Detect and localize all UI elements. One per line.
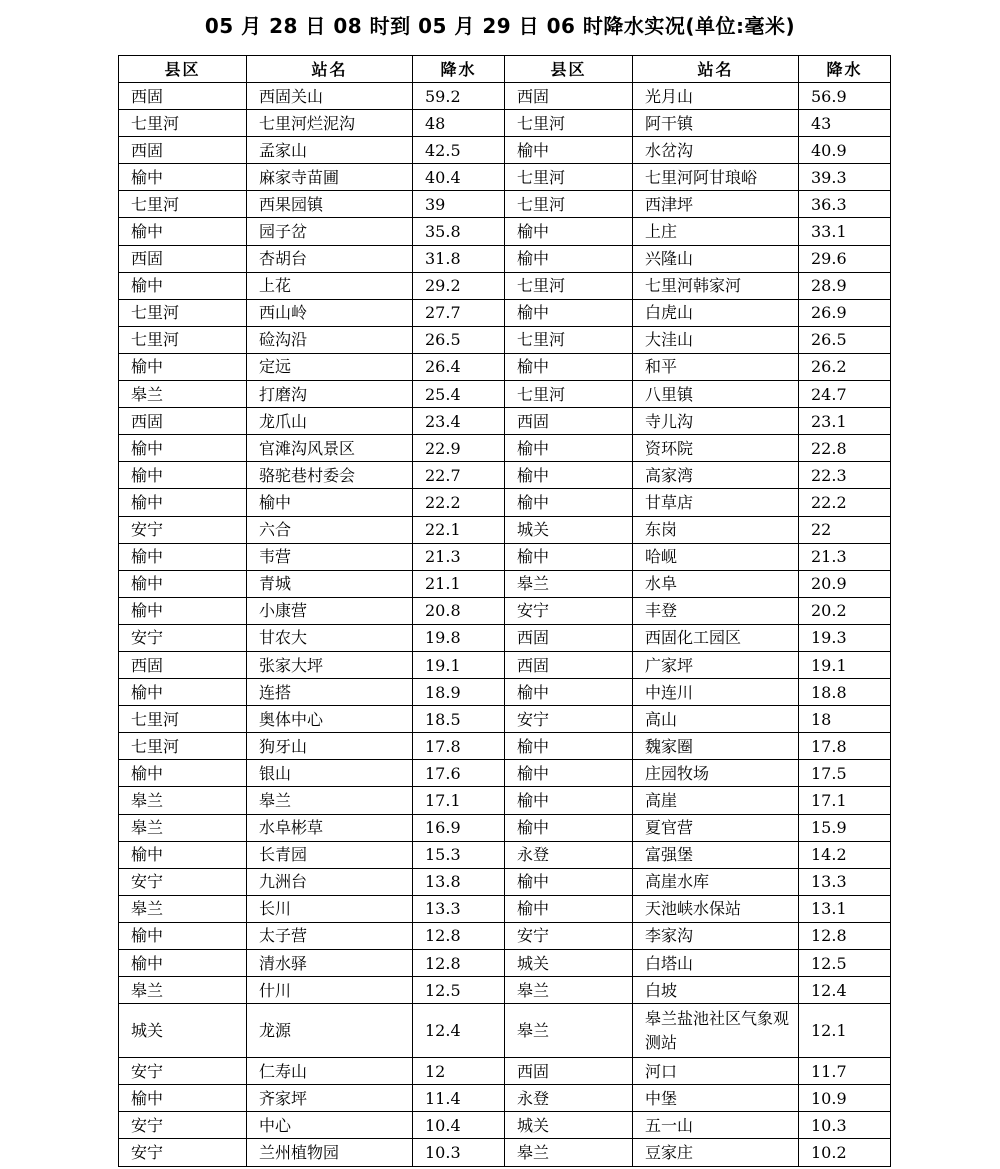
table-row xyxy=(119,922,891,949)
cell-station-2: 八里镇 xyxy=(633,381,799,408)
precipitation-table xyxy=(118,55,891,1167)
table-header-row xyxy=(119,56,891,83)
cell-county-1: 七里河 xyxy=(119,706,247,733)
cell-precip-2: 10.2 xyxy=(799,1139,891,1166)
cell-county-1: 安宁 xyxy=(119,868,247,895)
cell-precip-1: 18.5 xyxy=(413,706,505,733)
cell-county-1: 七里河 xyxy=(119,299,247,326)
cell-precip-1: 13.8 xyxy=(413,868,505,895)
cell-precip-1: 18.9 xyxy=(413,679,505,706)
cell-precip-1: 25.4 xyxy=(413,381,505,408)
cell-station-1: 水阜彬草 xyxy=(247,814,413,841)
table-row xyxy=(119,462,891,489)
cell-precip-1: 21.1 xyxy=(413,570,505,597)
cell-precip-2: 12.1 xyxy=(799,1004,891,1058)
cell-precip-2: 21.3 xyxy=(799,543,891,570)
table-row xyxy=(119,543,891,570)
cell-station-1: 西果园镇 xyxy=(247,191,413,218)
table-row xyxy=(119,110,891,137)
cell-precip-1: 12.5 xyxy=(413,977,505,1004)
table-row xyxy=(119,597,891,624)
table-row xyxy=(119,679,891,706)
cell-station-1: 齐家坪 xyxy=(247,1085,413,1112)
table-row xyxy=(119,787,891,814)
cell-county-1: 安宁 xyxy=(119,1058,247,1085)
cell-station-1: 中心 xyxy=(247,1112,413,1139)
cell-precip-2: 11.7 xyxy=(799,1058,891,1085)
cell-station-2: 水阜 xyxy=(633,570,799,597)
cell-county-2: 皋兰 xyxy=(505,570,633,597)
cell-precip-1: 42.5 xyxy=(413,137,505,164)
cell-precip-1: 19.8 xyxy=(413,624,505,651)
cell-precip-2: 13.3 xyxy=(799,868,891,895)
cell-station-2: 哈岘 xyxy=(633,543,799,570)
cell-county-2: 安宁 xyxy=(505,922,633,949)
cell-precip-1: 20.8 xyxy=(413,597,505,624)
cell-county-2: 西固 xyxy=(505,408,633,435)
cell-station-1: 清水驿 xyxy=(247,950,413,977)
cell-precip-2: 15.9 xyxy=(799,814,891,841)
cell-county-1: 榆中 xyxy=(119,570,247,597)
cell-station-2: 光月山 xyxy=(633,83,799,110)
cell-station-2: 中堡 xyxy=(633,1085,799,1112)
cell-county-1: 皋兰 xyxy=(119,895,247,922)
cell-precip-1: 22.9 xyxy=(413,435,505,462)
cell-station-2: 白虎山 xyxy=(633,299,799,326)
cell-precip-2: 56.9 xyxy=(799,83,891,110)
cell-county-1: 七里河 xyxy=(119,326,247,353)
cell-precip-2: 12.4 xyxy=(799,977,891,1004)
cell-station-1: 骆驼巷村委会 xyxy=(247,462,413,489)
cell-county-1: 榆中 xyxy=(119,679,247,706)
cell-station-2: 丰登 xyxy=(633,597,799,624)
cell-county-1: 安宁 xyxy=(119,1139,247,1166)
cell-precip-1: 26.5 xyxy=(413,326,505,353)
cell-county-2: 榆中 xyxy=(505,868,633,895)
cell-precip-1: 15.3 xyxy=(413,841,505,868)
cell-station-2: 高崖水库 xyxy=(633,868,799,895)
table-row xyxy=(119,435,891,462)
cell-station-2: 七里河阿甘琅峪 xyxy=(633,164,799,191)
cell-precip-2: 23.1 xyxy=(799,408,891,435)
page-title: 05 月 28 日 08 时到 05 月 29 日 06 时降水实况(单位:毫米) xyxy=(204,14,796,38)
cell-station-1: 九洲台 xyxy=(247,868,413,895)
cell-county-2: 七里河 xyxy=(505,326,633,353)
cell-station-1: 硷沟沿 xyxy=(247,326,413,353)
cell-station-1: 小康营 xyxy=(247,597,413,624)
table-row xyxy=(119,381,891,408)
cell-station-1: 六合 xyxy=(247,516,413,543)
table-row xyxy=(119,489,891,516)
cell-station-2: 广家坪 xyxy=(633,651,799,678)
table-body xyxy=(119,83,891,1167)
cell-county-2: 榆中 xyxy=(505,787,633,814)
cell-station-2: 和平 xyxy=(633,353,799,380)
table-row xyxy=(119,895,891,922)
cell-precip-1: 13.3 xyxy=(413,895,505,922)
cell-county-2: 西固 xyxy=(505,651,633,678)
cell-station-1: 上花 xyxy=(247,272,413,299)
cell-station-2: 天池峡水保站 xyxy=(633,895,799,922)
cell-station-2: 大洼山 xyxy=(633,326,799,353)
table-row xyxy=(119,1139,891,1166)
cell-station-2: 魏家圈 xyxy=(633,733,799,760)
cell-precip-2: 12.5 xyxy=(799,950,891,977)
header-county-1: 县区 xyxy=(119,56,247,83)
header-county-2: 县区 xyxy=(505,56,633,83)
cell-precip-1: 22.7 xyxy=(413,462,505,489)
cell-county-2: 皋兰 xyxy=(505,977,633,1004)
cell-precip-1: 29.2 xyxy=(413,272,505,299)
cell-station-1: 定远 xyxy=(247,353,413,380)
cell-station-2: 白塔山 xyxy=(633,950,799,977)
cell-precip-1: 21.3 xyxy=(413,543,505,570)
cell-station-1: 官滩沟风景区 xyxy=(247,435,413,462)
cell-station-2: 上庄 xyxy=(633,218,799,245)
cell-precip-2: 22.3 xyxy=(799,462,891,489)
cell-county-2: 榆中 xyxy=(505,245,633,272)
cell-station-2: 甘草店 xyxy=(633,489,799,516)
table-row xyxy=(119,1112,891,1139)
cell-precip-2: 39.3 xyxy=(799,164,891,191)
cell-county-2: 榆中 xyxy=(505,353,633,380)
cell-county-2: 榆中 xyxy=(505,435,633,462)
cell-county-2: 榆中 xyxy=(505,733,633,760)
cell-precip-2: 17.1 xyxy=(799,787,891,814)
cell-county-2: 西固 xyxy=(505,83,633,110)
cell-county-2: 西固 xyxy=(505,624,633,651)
cell-station-1: 长青园 xyxy=(247,841,413,868)
cell-station-2: 高山 xyxy=(633,706,799,733)
cell-precip-2: 17.8 xyxy=(799,733,891,760)
cell-precip-2: 29.6 xyxy=(799,245,891,272)
cell-station-1: 狗牙山 xyxy=(247,733,413,760)
cell-station-2: 阿干镇 xyxy=(633,110,799,137)
cell-station-1: 长川 xyxy=(247,895,413,922)
cell-station-1: 什川 xyxy=(247,977,413,1004)
cell-precip-1: 59.2 xyxy=(413,83,505,110)
cell-station-1: 韦营 xyxy=(247,543,413,570)
cell-station-1: 西固关山 xyxy=(247,83,413,110)
header-station-1: 站名 xyxy=(247,56,413,83)
cell-county-2: 七里河 xyxy=(505,164,633,191)
cell-precip-1: 17.6 xyxy=(413,760,505,787)
cell-precip-2: 28.9 xyxy=(799,272,891,299)
table-row xyxy=(119,516,891,543)
table-row xyxy=(119,299,891,326)
cell-county-2: 七里河 xyxy=(505,110,633,137)
table-row xyxy=(119,977,891,1004)
cell-county-1: 榆中 xyxy=(119,218,247,245)
cell-county-1: 榆中 xyxy=(119,950,247,977)
cell-precip-2: 22.8 xyxy=(799,435,891,462)
table-row xyxy=(119,245,891,272)
table-row xyxy=(119,408,891,435)
cell-county-1: 西固 xyxy=(119,137,247,164)
cell-precip-2: 22.2 xyxy=(799,489,891,516)
cell-county-2: 七里河 xyxy=(505,381,633,408)
cell-station-2: 夏官营 xyxy=(633,814,799,841)
cell-county-2: 榆中 xyxy=(505,543,633,570)
cell-precip-1: 22.2 xyxy=(413,489,505,516)
cell-precip-2: 26.9 xyxy=(799,299,891,326)
table-row xyxy=(119,1058,891,1085)
cell-precip-2: 22 xyxy=(799,516,891,543)
cell-county-2: 西固 xyxy=(505,1058,633,1085)
cell-county-1: 榆中 xyxy=(119,841,247,868)
cell-station-2: 七里河韩家河 xyxy=(633,272,799,299)
cell-precip-1: 19.1 xyxy=(413,651,505,678)
cell-county-1: 榆中 xyxy=(119,353,247,380)
cell-county-1: 榆中 xyxy=(119,272,247,299)
table-row xyxy=(119,83,891,110)
cell-county-2: 榆中 xyxy=(505,814,633,841)
cell-precip-2: 26.5 xyxy=(799,326,891,353)
cell-precip-2: 33.1 xyxy=(799,218,891,245)
cell-precip-2: 19.1 xyxy=(799,651,891,678)
cell-county-2: 榆中 xyxy=(505,137,633,164)
cell-station-1: 打磨沟 xyxy=(247,381,413,408)
table-row xyxy=(119,950,891,977)
cell-station-2: 高崖 xyxy=(633,787,799,814)
cell-county-2: 永登 xyxy=(505,1085,633,1112)
cell-county-1: 西固 xyxy=(119,651,247,678)
table-row xyxy=(119,1085,891,1112)
cell-precip-2: 18.8 xyxy=(799,679,891,706)
cell-station-2: 富强堡 xyxy=(633,841,799,868)
table-row xyxy=(119,326,891,353)
cell-precip-2: 10.3 xyxy=(799,1112,891,1139)
cell-precip-1: 11.4 xyxy=(413,1085,505,1112)
cell-county-2: 榆中 xyxy=(505,760,633,787)
cell-county-1: 皋兰 xyxy=(119,977,247,1004)
cell-precip-1: 26.4 xyxy=(413,353,505,380)
cell-station-2: 水岔沟 xyxy=(633,137,799,164)
cell-county-2: 七里河 xyxy=(505,272,633,299)
table-row xyxy=(119,814,891,841)
table-row xyxy=(119,353,891,380)
cell-precip-1: 23.4 xyxy=(413,408,505,435)
cell-precip-1: 48 xyxy=(413,110,505,137)
header-station-2: 站名 xyxy=(633,56,799,83)
table-row xyxy=(119,624,891,651)
cell-county-1: 西固 xyxy=(119,83,247,110)
table-row xyxy=(119,651,891,678)
cell-county-2: 榆中 xyxy=(505,489,633,516)
cell-station-1: 奥体中心 xyxy=(247,706,413,733)
cell-precip-2: 20.2 xyxy=(799,597,891,624)
cell-station-2: 西津坪 xyxy=(633,191,799,218)
cell-precip-2: 12.8 xyxy=(799,922,891,949)
cell-precip-2: 17.5 xyxy=(799,760,891,787)
cell-station-1: 仁寿山 xyxy=(247,1058,413,1085)
cell-station-1: 龙源 xyxy=(247,1004,413,1058)
cell-precip-2: 24.7 xyxy=(799,381,891,408)
cell-county-1: 榆中 xyxy=(119,922,247,949)
cell-station-1: 银山 xyxy=(247,760,413,787)
cell-precip-2: 36.3 xyxy=(799,191,891,218)
cell-county-1: 七里河 xyxy=(119,110,247,137)
cell-station-2: 李家沟 xyxy=(633,922,799,949)
cell-precip-2: 13.1 xyxy=(799,895,891,922)
cell-county-1: 七里河 xyxy=(119,191,247,218)
cell-county-2: 城关 xyxy=(505,950,633,977)
cell-county-2: 城关 xyxy=(505,516,633,543)
cell-county-1: 皋兰 xyxy=(119,381,247,408)
cell-county-1: 榆中 xyxy=(119,1085,247,1112)
cell-precip-1: 10.3 xyxy=(413,1139,505,1166)
table-row xyxy=(119,164,891,191)
cell-county-2: 榆中 xyxy=(505,895,633,922)
cell-precip-2: 14.2 xyxy=(799,841,891,868)
cell-station-1: 西山岭 xyxy=(247,299,413,326)
cell-county-1: 榆中 xyxy=(119,543,247,570)
cell-county-1: 安宁 xyxy=(119,624,247,651)
cell-station-2: 西固化工园区 xyxy=(633,624,799,651)
table-row xyxy=(119,733,891,760)
cell-precip-1: 40.4 xyxy=(413,164,505,191)
cell-station-1: 张家大坪 xyxy=(247,651,413,678)
table-row xyxy=(119,706,891,733)
cell-station-2: 河口 xyxy=(633,1058,799,1085)
cell-precip-1: 16.9 xyxy=(413,814,505,841)
cell-station-1: 太子营 xyxy=(247,922,413,949)
cell-county-2: 榆中 xyxy=(505,462,633,489)
cell-county-2: 安宁 xyxy=(505,597,633,624)
table-row xyxy=(119,272,891,299)
cell-county-1: 七里河 xyxy=(119,733,247,760)
cell-precip-1: 35.8 xyxy=(413,218,505,245)
cell-precip-1: 12.8 xyxy=(413,922,505,949)
cell-precip-1: 12.4 xyxy=(413,1004,505,1058)
cell-county-2: 城关 xyxy=(505,1112,633,1139)
cell-precip-2: 40.9 xyxy=(799,137,891,164)
cell-station-2: 资环院 xyxy=(633,435,799,462)
cell-county-1: 安宁 xyxy=(119,516,247,543)
cell-station-2: 高家湾 xyxy=(633,462,799,489)
cell-station-2: 五一山 xyxy=(633,1112,799,1139)
cell-county-1: 安宁 xyxy=(119,1112,247,1139)
header-precip-1: 降水 xyxy=(413,56,505,83)
cell-station-1: 七里河烂泥沟 xyxy=(247,110,413,137)
cell-station-1: 麻家寺苗圃 xyxy=(247,164,413,191)
cell-county-1: 榆中 xyxy=(119,435,247,462)
cell-county-1: 皋兰 xyxy=(119,787,247,814)
table-row xyxy=(119,1004,891,1058)
cell-station-2: 豆家庄 xyxy=(633,1139,799,1166)
cell-precip-1: 10.4 xyxy=(413,1112,505,1139)
cell-precip-1: 39 xyxy=(413,191,505,218)
cell-station-1: 龙爪山 xyxy=(247,408,413,435)
cell-precip-1: 12.8 xyxy=(413,950,505,977)
cell-precip-1: 27.7 xyxy=(413,299,505,326)
cell-county-2: 榆中 xyxy=(505,299,633,326)
cell-county-1: 榆中 xyxy=(119,760,247,787)
table-row xyxy=(119,760,891,787)
cell-precip-2: 18 xyxy=(799,706,891,733)
cell-station-2: 寺儿沟 xyxy=(633,408,799,435)
cell-station-2: 庄园牧场 xyxy=(633,760,799,787)
cell-county-2: 安宁 xyxy=(505,706,633,733)
cell-station-2: 白坡 xyxy=(633,977,799,1004)
cell-county-2: 榆中 xyxy=(505,679,633,706)
cell-county-1: 榆中 xyxy=(119,489,247,516)
cell-county-2: 皋兰 xyxy=(505,1004,633,1058)
cell-station-2: 皋兰盐池社区气象观测站 xyxy=(633,1004,799,1058)
cell-station-2: 东岗 xyxy=(633,516,799,543)
cell-county-2: 七里河 xyxy=(505,191,633,218)
cell-precip-2: 20.9 xyxy=(799,570,891,597)
cell-precip-2: 10.9 xyxy=(799,1085,891,1112)
cell-station-1: 兰州植物园 xyxy=(247,1139,413,1166)
table-row xyxy=(119,218,891,245)
cell-precip-2: 43 xyxy=(799,110,891,137)
cell-station-1: 孟家山 xyxy=(247,137,413,164)
cell-precip-2: 26.2 xyxy=(799,353,891,380)
table-row xyxy=(119,570,891,597)
cell-station-1: 园子岔 xyxy=(247,218,413,245)
cell-station-1: 皋兰 xyxy=(247,787,413,814)
cell-county-1: 城关 xyxy=(119,1004,247,1058)
cell-precip-1: 12 xyxy=(413,1058,505,1085)
header-precip-2: 降水 xyxy=(799,56,891,83)
cell-county-1: 榆中 xyxy=(119,164,247,191)
table-row xyxy=(119,191,891,218)
cell-county-2: 榆中 xyxy=(505,218,633,245)
table-row xyxy=(119,841,891,868)
cell-county-2: 永登 xyxy=(505,841,633,868)
cell-precip-1: 17.1 xyxy=(413,787,505,814)
cell-station-1: 榆中 xyxy=(247,489,413,516)
table-row xyxy=(119,868,891,895)
cell-county-1: 榆中 xyxy=(119,597,247,624)
table-row xyxy=(119,137,891,164)
cell-county-1: 皋兰 xyxy=(119,814,247,841)
cell-precip-2: 19.3 xyxy=(799,624,891,651)
cell-station-1: 杏胡台 xyxy=(247,245,413,272)
cell-precip-1: 31.8 xyxy=(413,245,505,272)
cell-station-2: 兴隆山 xyxy=(633,245,799,272)
cell-station-1: 青城 xyxy=(247,570,413,597)
cell-precip-1: 22.1 xyxy=(413,516,505,543)
cell-station-1: 连搭 xyxy=(247,679,413,706)
cell-station-1: 甘农大 xyxy=(247,624,413,651)
cell-county-1: 西固 xyxy=(119,245,247,272)
cell-precip-1: 17.8 xyxy=(413,733,505,760)
cell-county-1: 西固 xyxy=(119,408,247,435)
cell-station-2: 中连川 xyxy=(633,679,799,706)
cell-county-1: 榆中 xyxy=(119,462,247,489)
cell-county-2: 皋兰 xyxy=(505,1139,633,1166)
